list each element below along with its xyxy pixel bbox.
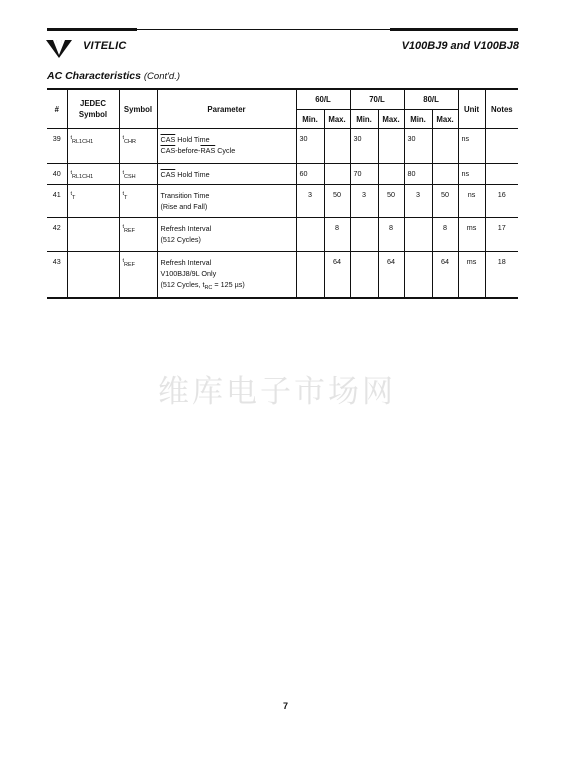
table-row — [47, 129, 518, 164]
table-row — [47, 252, 518, 298]
header-symbol: Symbol — [119, 89, 157, 129]
row-num: 43 — [47, 252, 67, 298]
header-min: Min. — [296, 110, 324, 129]
header-min: Min. — [350, 110, 378, 129]
ac-characteristics-table — [47, 88, 518, 299]
notes: 17 — [485, 218, 518, 252]
min-60 — [296, 218, 324, 252]
max-80: 8 — [432, 218, 458, 252]
max-70: 50 — [378, 185, 404, 218]
part-numbers: V100BJ9 and V100BJ8 — [401, 40, 519, 52]
min-80: 80 — [404, 164, 432, 185]
brand-name: VITELIC — [83, 40, 127, 52]
max-60 — [324, 164, 350, 185]
max-70: 8 — [378, 218, 404, 252]
max-80: 50 — [432, 185, 458, 218]
min-60: 3 — [296, 185, 324, 218]
header-speed-70: 70/L — [350, 89, 404, 110]
header-rule-right — [390, 28, 518, 31]
row-num: 40 — [47, 164, 67, 185]
min-80: 3 — [404, 185, 432, 218]
symbol: $^t_T$ — [119, 185, 157, 218]
jedec-symbol: $^t_T$ — [67, 185, 119, 218]
header-unit: Unit — [458, 89, 485, 129]
header-speed-80: 80/L — [404, 89, 458, 110]
max-60 — [324, 129, 350, 164]
parameter: $\overline{CAS}$ Hold Time $\overline{CAS}-before-\overline{RAS}$ Cycle — [157, 129, 296, 164]
header-rule-left — [47, 28, 137, 31]
unit: ns — [458, 185, 485, 218]
max-80 — [432, 164, 458, 185]
jedec-symbol — [67, 252, 119, 298]
parameter: Refresh Interval (512 Cycles) — [157, 218, 296, 252]
unit: ns — [458, 129, 485, 164]
header-num: # — [47, 89, 67, 129]
vitelic-logo-icon — [46, 38, 72, 58]
jedec-symbol: $^t_{RL1CH1}$ — [67, 129, 119, 164]
header-jedec: JEDEC Symbol — [67, 89, 119, 129]
min-70 — [350, 218, 378, 252]
max-70: 64 — [378, 252, 404, 298]
unit: ms — [458, 218, 485, 252]
min-70: 3 — [350, 185, 378, 218]
min-80 — [404, 252, 432, 298]
min-60: 30 — [296, 129, 324, 164]
jedec-symbol: $^t_{RL1CH1}$ — [67, 164, 119, 185]
jedec-symbol — [67, 218, 119, 252]
unit: ns — [458, 164, 485, 185]
max-80: 64 — [432, 252, 458, 298]
max-80 — [432, 129, 458, 164]
min-60 — [296, 252, 324, 298]
header-speed-60: 60/L — [296, 89, 350, 110]
max-60: 50 — [324, 185, 350, 218]
row-num: 39 — [47, 129, 67, 164]
notes — [485, 129, 518, 164]
symbol: $^t_{CHR}$ — [119, 129, 157, 164]
max-70 — [378, 129, 404, 164]
section-subtitle: (Cont'd.) — [143, 71, 181, 82]
section-heading — [47, 70, 180, 82]
notes: 16 — [485, 185, 518, 218]
page-number: 7 — [283, 701, 289, 711]
unit: ms — [458, 252, 485, 298]
min-80: 30 — [404, 129, 432, 164]
table-row — [47, 185, 518, 218]
row-num: 42 — [47, 218, 67, 252]
table-row — [47, 164, 518, 185]
max-60: 64 — [324, 252, 350, 298]
table-row — [47, 218, 518, 252]
header-rule-thin — [137, 29, 390, 30]
header-min: Min. — [404, 110, 432, 129]
parameter: Refresh Interval V100BJ8/9L Only (512 Cycles, $t_{RC} = 125$ µs) — [157, 252, 296, 298]
notes: 18 — [485, 252, 518, 298]
section-title: AC Characteristics — [47, 70, 141, 82]
min-70: 30 — [350, 129, 378, 164]
header-max: Max. — [324, 110, 350, 129]
symbol: $^t_{REF}$ — [119, 252, 157, 298]
min-80 — [404, 218, 432, 252]
header-parameter: Parameter — [157, 89, 296, 129]
header-max: Max. — [432, 110, 458, 129]
header-max: Max. — [378, 110, 404, 129]
parameter: Transition Time (Rise and Fall) — [157, 185, 296, 218]
row-num: 41 — [47, 185, 67, 218]
min-70 — [350, 252, 378, 298]
parameter: $\overline{CAS}$ Hold Time — [157, 164, 296, 185]
max-60: 8 — [324, 218, 350, 252]
watermark-text: 维库电子市场网 — [158, 374, 396, 410]
notes — [485, 164, 518, 185]
symbol: $^t_{REF}$ — [119, 218, 157, 252]
min-60: 60 — [296, 164, 324, 185]
min-70: 70 — [350, 164, 378, 185]
symbol: $^t_{CSH}$ — [119, 164, 157, 185]
header-notes: Notes — [485, 89, 518, 129]
max-70 — [378, 164, 404, 185]
